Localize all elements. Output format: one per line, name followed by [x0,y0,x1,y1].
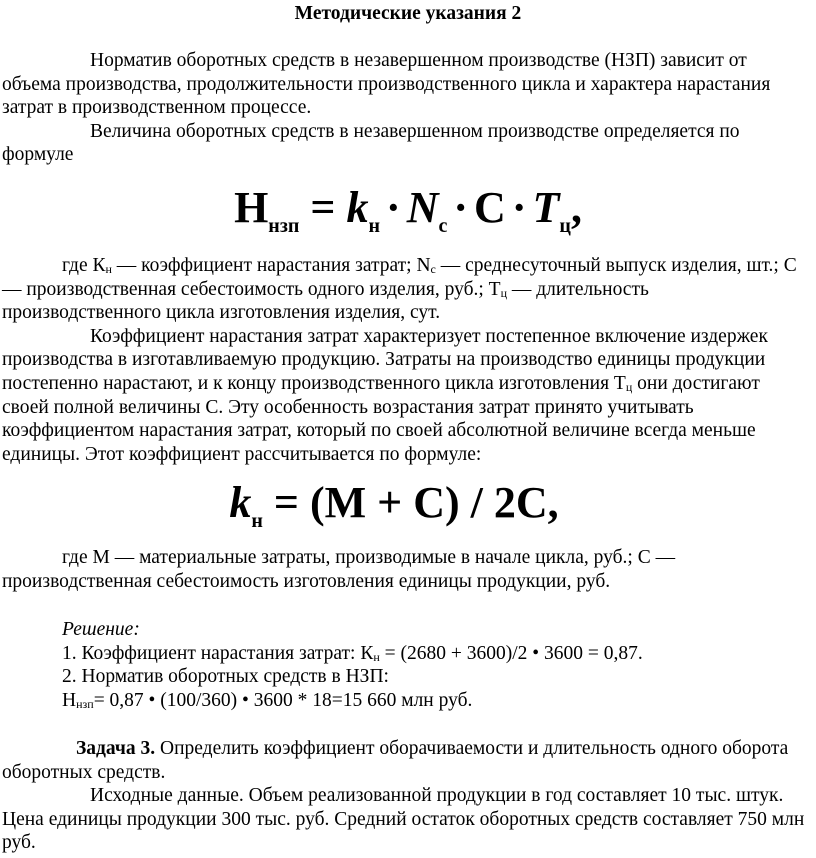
legend-1-sub-a: н [105,262,112,276]
formula-dot-1: · [386,183,401,232]
task-3-paragraph [2,737,806,784]
formula2-rest: = (М + С) / 2С, [262,478,559,527]
formula-t-sub: ц [559,215,571,237]
legend-1-text-b: — коэффициент нарастания затрат; N [111,255,431,276]
coef-paragraph [2,325,806,467]
solution-line-3 [2,689,806,713]
legend-1-sub-b: с [430,262,436,276]
intro-section [2,49,806,167]
formula2-k: k [229,478,252,527]
coef-text-b: они достигают своей полной величины С. Эту особенность возрастания затрат принято учитывать коэффициентом нарастания затрат, который по своей абсолютной величине всегда меньше единицы. Этот коэффициент рассчитывается по формуле: [2,372,760,465]
intro-paragraph-1: Норматив оборотных средств в незавершенном производстве (НЗП) зависит от объема производства, продолжительности производственного цикла и характера нарастания затрат в производственном процессе. [2,50,771,119]
solution-section [2,618,806,712]
formula-n-sub: с [438,215,448,237]
formula-lhs: Н [234,183,269,232]
solution-line-2: 2. Норматив оборотных средств в НЗП: [62,666,389,688]
legend-2-paragraph: где М — материальные затраты, производимые в начале цикла, руб.; С — производственная себестоимость изготовления единицы продукции, руб. [2,547,676,592]
solution-line-3-sub: нзп [76,696,94,711]
document-title: Методические указания 2 [294,3,522,24]
solution-line-1-b: = (2680 + 3600)/2 • 3600 = 0,87. [379,642,643,664]
formula-k-sub: н [368,215,380,237]
solution-line-3-a: Н [62,689,77,711]
formula-kn [0,478,802,532]
formula2-k-sub: н [251,510,263,532]
formula-tail: , [570,183,582,232]
formula-equals: = [310,183,336,232]
legend-1-text-a: где К [62,255,106,276]
formula-c: С [474,183,506,232]
formula-dot-3: · [511,183,527,232]
legend-1-text-d: — длительность производственного цикла изготовления изделия, сут. [2,278,649,324]
solution-heading-text: Решение: [62,619,140,640]
solution-line-1-sub: н [373,649,380,664]
formula-dot-2: · [453,183,469,232]
solution-heading [2,618,806,642]
legend-1-text-c: — среднесуточный выпуск изделия, шт.; С — производственная себестоимость одного изделия, руб.; Т [2,255,797,300]
legend-1-paragraph [2,254,806,325]
solution-line-1 [2,642,806,666]
formula-t: Т [532,183,560,232]
task-3-label: Задача 3. [76,738,156,759]
task-3-text: Определить коэффициент оборачиваемости и длительность одного оборота оборотных средств. [2,738,789,783]
legend-1-section [2,254,806,466]
formula-nzp [0,183,816,237]
solution-line-1-a: 1. Коэффициент нарастания затрат: К [62,642,374,664]
formula-k: k [346,183,369,232]
intro-paragraph-2: Величина оборотных средств в незавершенном производстве определяется по формуле [2,120,740,166]
solution-line-3-b: = 0,87 • (100/360) • 3600 * 18=15 660 млн руб. [93,689,473,711]
coef-text-a: Коэффициент нарастания затрат характеризует постепенное включение издержек производства в изготавливаемую продукцию. Затраты на производство единицы продукции постепенно нарастают, и к концу производственного цикла изготовления Т [2,325,768,394]
task-3-section [2,737,806,855]
coef-sub: ц [625,379,633,394]
legend-2-section [2,546,806,593]
formula-lhs-sub: нзп [268,215,300,237]
legend-1-sub-c: ц [500,285,507,300]
task-3-data: Исходные данные. Объем реализованной продукции в год составляет 10 тыс. штук. Цена единицы продукции 300 тыс. руб. Средний остаток оборотных средств составляет 750 млн руб. [2,785,805,854]
formula-n: N [406,183,439,232]
